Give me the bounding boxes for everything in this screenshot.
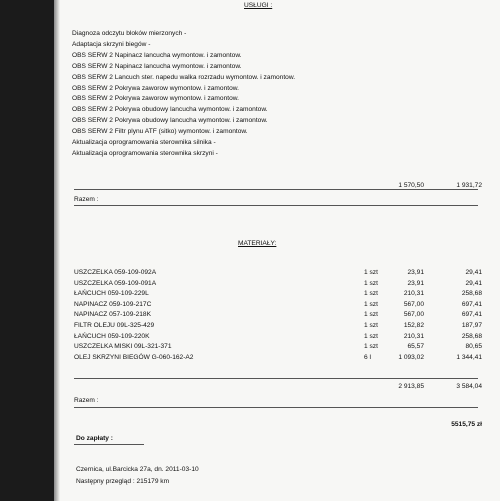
- material-qty: 1 szt: [364, 269, 378, 276]
- service-item: Aktualizacja oprogramowania sterownika skrzyni -: [72, 149, 218, 157]
- material-qty: 1 szt: [364, 311, 378, 319]
- material-name: USZCZELKA 059-109-092A: [74, 269, 157, 276]
- material-qty: 1 szt: [364, 290, 378, 298]
- amount-due-underline: [74, 444, 144, 445]
- material-name: ŁAŃCUCH 059-109-229L: [74, 290, 149, 298]
- materials-total-net: 2 913,85: [398, 383, 424, 390]
- material-name: OLEJ SKRZYNI BIEGÓW G-060-162-A2: [74, 353, 194, 361]
- material-qty: 1 szt: [364, 332, 378, 340]
- material-net: 567,00: [403, 311, 424, 319]
- footer-place-date: Czernica, ul.Barcicka 27a, dn. 2011-03-10: [76, 466, 199, 473]
- service-item: Adaptacja skrzyni biegów -: [72, 40, 151, 48]
- material-name: FILTR OLEJU 09L-325-429: [74, 322, 155, 329]
- material-qty: 6 l: [364, 353, 371, 361]
- material-gross: 187,97: [461, 322, 482, 329]
- material-gross: 80,65: [465, 343, 482, 351]
- material-net: 65,57: [407, 343, 424, 351]
- service-item: OBS SERW 2 Pokrywa zaworow wymontow. i zamontow.: [72, 84, 239, 92]
- material-net: 152,82: [403, 322, 424, 329]
- material-net: 1 093,02: [398, 353, 424, 361]
- material-gross: 697,41: [461, 300, 482, 308]
- services-total-net: 1 570,50: [398, 182, 424, 189]
- amount-due-label: Do zapłaty :: [76, 435, 114, 442]
- material-name: NAPINACZ 057-109-218K: [74, 311, 151, 319]
- service-item: Aktualizacja oprogramowania sterownika silnika -: [72, 139, 216, 146]
- material-gross: 29,41: [465, 279, 482, 287]
- services-divider-bottom: [74, 205, 478, 206]
- footer-next-service: Następny przegląd : 215179 km: [76, 478, 170, 485]
- materials-divider-bottom: [74, 407, 478, 408]
- material-net: 210,31: [403, 290, 424, 298]
- material-name: USZCZELKA MISKI 09L-321-371: [74, 343, 172, 351]
- document-page: [54, 0, 500, 501]
- material-name: USZCZELKA 059-109-091A: [74, 279, 157, 287]
- material-gross: 697,41: [461, 311, 482, 319]
- material-name: ŁAŃCUCH 059-109-220K: [74, 332, 150, 340]
- material-net: 23,91: [407, 269, 424, 276]
- material-name: NAPINACZ 059-109-217C: [74, 300, 152, 308]
- service-item: OBS SERW 2 Pokrywa zaworow wymontow. i zamontow.: [72, 95, 239, 103]
- service-item: OBS SERW 2 Napinacz lancucha wymontow. i zamontow.: [72, 51, 242, 59]
- material-net: 23,91: [407, 279, 424, 287]
- services-total-gross: 1 931,72: [456, 182, 482, 189]
- material-qty: 1 szt: [364, 300, 378, 308]
- material-gross: 29,41: [465, 269, 482, 276]
- materials-total-gross: 3 584,04: [456, 383, 482, 390]
- material-gross: 258,68: [461, 332, 482, 340]
- service-item: OBS SERW 2 Pokrywa obudowy lancucha wymontow. i zamontow.: [72, 106, 268, 114]
- material-qty: 1 szt: [364, 279, 378, 287]
- material-gross: 258,68: [461, 290, 482, 298]
- services-heading: USŁUGI :: [244, 2, 273, 9]
- amount-due-value: 5515,75 zł: [451, 421, 482, 428]
- scan-shadow: [54, 0, 60, 501]
- materials-divider-top: [74, 378, 478, 379]
- service-item: OBS SERW 2 Napinacz lancucha wymontow. i zamontow.: [72, 62, 242, 70]
- service-item: OBS SERW 2 Pokrywa obudowy lancucha wymontow. i zamontow.: [72, 117, 268, 125]
- material-net: 567,00: [403, 300, 424, 308]
- material-qty: 1 szt: [364, 343, 378, 351]
- service-item: OBS SERW 2 Lancuch ster. napedu walka rozrzadu wymontow. i zamontow.: [72, 73, 296, 81]
- material-gross: 1 344,41: [456, 353, 482, 361]
- materials-heading: MATERIAŁY:: [238, 240, 277, 247]
- service-item: Diagnoza odczytu bloków mierzonych -: [72, 30, 187, 37]
- service-item: OBS SERW 2 Filtr plynu ATF (sitko) wymontow. i zamontow.: [72, 128, 248, 136]
- material-qty: 1 szt: [364, 322, 378, 329]
- services-total-label: Razem :: [74, 196, 99, 203]
- material-net: 210,31: [403, 332, 424, 340]
- materials-total-label: Razem :: [74, 397, 99, 404]
